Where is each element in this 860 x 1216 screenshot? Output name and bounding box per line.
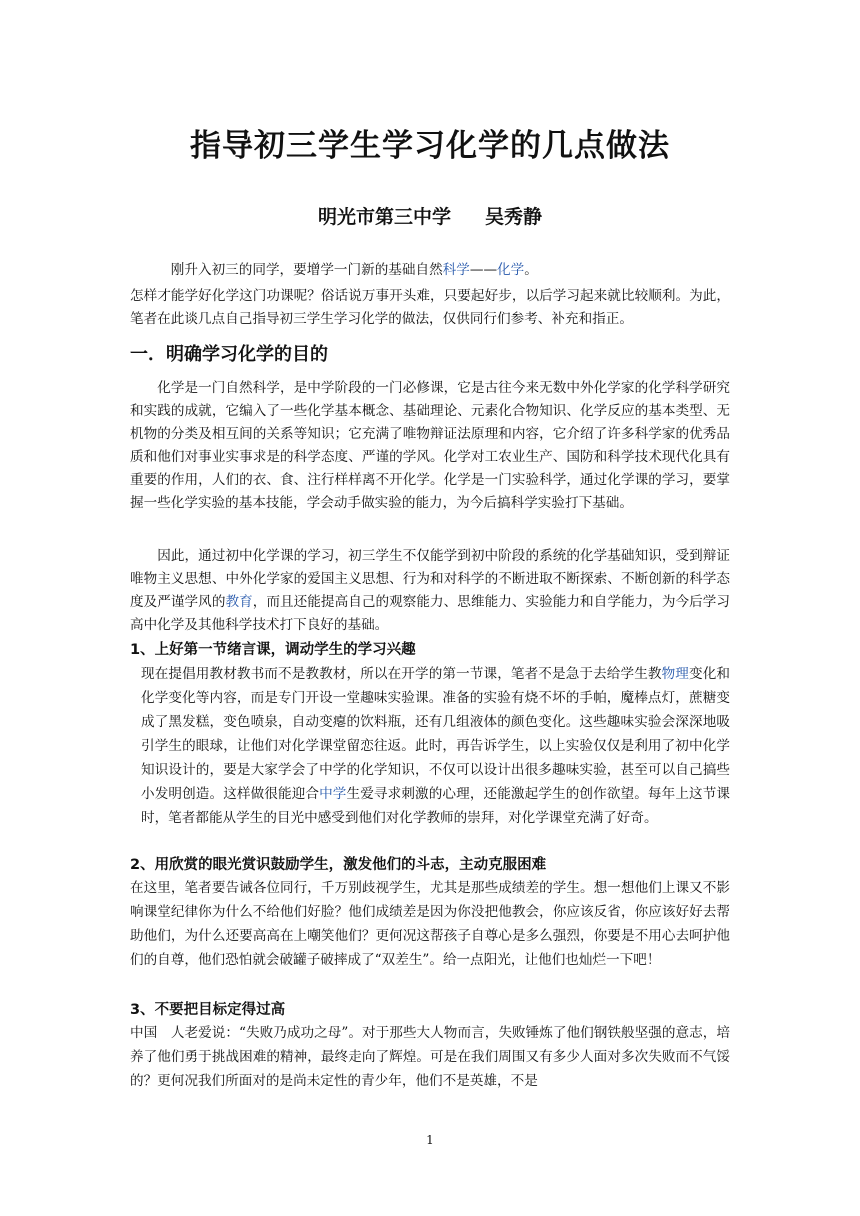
- author-school: 明光市第三中学: [317, 206, 451, 228]
- link-education[interactable]: 教育: [225, 594, 253, 610]
- item1-paragraph: 现在提倡用教材教书而不是教教材，所以在开学的第一节课，笔者不是急于去给学生教物理变化和化学变化等内容，而是专门开设一堂趣味实验课。准备的实验有烧不坏的手帕，魔棒点灯，蔗糖变成了黑发糕，变色喷泉，自动变瘪的饮料瓶，还有几组液体的颜色变化。这些趣味实验会深深地吸引学生的眼球，让他们对化学课堂留恋往返。此时，再告诉学生，以上实验仅仅是利用了初中化学知识设计的，要是大家学会了中学的化学知识，不仅可以设计出很多趣味实验，甚至可以自己搞些小发明创造。这样做很能迎合中学生爱寻求刺激的心理，还能激起学生的创作欲望。每年上这节课时，笔者都能从学生的目光中感受到他们对化学教师的崇拜，对化学课堂充满了好奇。: [141, 666, 731, 826]
- author-name: 吴秀静: [485, 206, 543, 228]
- item-heading-1: 1、上好第一节绪言课，调动学生的学习兴趣: [130, 642, 416, 658]
- intro-paragraph-2: 怎样才能学好化学这门功课呢？俗话说万事开头难，只要起好步，以后学习起来就比较顺利。为此，笔者在此谈几点自己指导初三学生学习化学的做法，仅供同行们参考、补充和指正。: [130, 288, 730, 327]
- link-chemistry[interactable]: 化学: [497, 262, 525, 278]
- section1-paragraph-2: 因此，通过初中化学课的学习，初三学生不仅能学到初中阶段的系统的化学基础知识，受到辩证唯物主义思想、中外化学家的爱国主义思想、行为和对科学的不断进取不断探索、不断创新的科学态度及严谨学风的教育，而且还能提高自己的观察能力、思维能力、实验能力和自学能力，为今后学习高中化学及其他科学技术打下良好的基础。: [130, 548, 731, 633]
- item3-paragraph: 中国 人老爱说：“失败乃成功之母”。对于那些大人物而言，失败锤炼了他们钢铁般坚强的意志，培养了他们勇于挑战困难的精神，最终走向了辉煌。可是在我们周围又有多少人面对多次失败而不气馁的？更何况我们所面对的是尚未定性的青少年，他们不是英雄，不是: [130, 1025, 730, 1089]
- item-heading-2: 2、用欣赏的眼光赏识鼓励学生，激发他们的斗志，主动克服困难: [130, 857, 547, 873]
- document-title: 指导初三学生学习化学的几点做法: [190, 128, 670, 164]
- intro-paragraph-1: 刚升入初三的同学，要增学一门新的基础自然科学——化学。: [170, 262, 538, 278]
- link-science[interactable]: 科学: [442, 262, 470, 278]
- section-heading-1: 一．明确学习化学的目的: [130, 344, 328, 365]
- link-middle-school[interactable]: 中学: [319, 786, 347, 802]
- link-physics[interactable]: 物理: [661, 666, 690, 682]
- item2-paragraph: 在这里，笔者要告诫各位同行，千万别歧视学生，尤其是那些成绩差的学生。想一想他们上课又不影响课堂纪律你为什么不给他们好脸？他们成绩差是因为你没把他教会，你应该反省，你应该好好去帮助他们，为什么还要高高在上嘲笑他们？更何况这帮孩子自尊心是多么强烈，你要是不用心去呵护他们的自尊，他们恐怕就会破罐子破摔成了“双差生”。给一点阳光，让他们也灿烂一下吧！: [130, 880, 730, 968]
- author-line: [0, 202, 860, 229]
- section1-paragraph-1: 化学是一门自然科学，是中学阶段的一门必修课，它是古往今来无数中外化学家的化学科学研究和实践的成就，它编入了一些化学基本概念、基础理论、元素化合物知识、化学反应的基本类型、无机物的分类及相互间的关系等知识；它充满了唯物辩证法原理和内容，它介绍了许多科学家的优秀品质和他们对事业实事求是的科学态度、严谨的学风。化学对工农业生产、国防和科学技术现代化具有重要的作用，人们的衣、食、注行样样离不开化学。化学是一门实验科学，通过化学课的学习，要掌握一些化学实验的基本技能，学会动手做实验的能力，为今后搞科学实验打下基础。: [130, 380, 730, 511]
- item-heading-3: 3、不要把目标定得过高: [130, 1002, 286, 1018]
- page-number: 1: [426, 1133, 434, 1147]
